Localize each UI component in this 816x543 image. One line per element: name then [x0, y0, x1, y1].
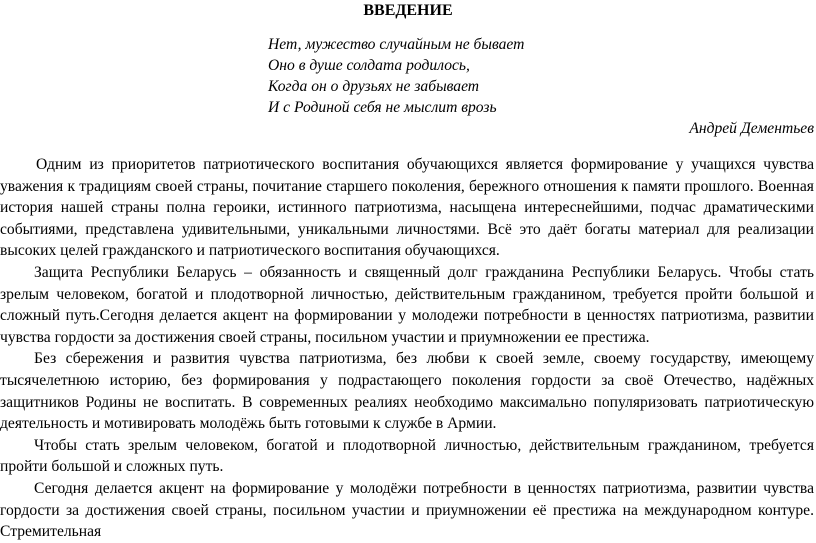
document-title: ВВЕДЕНИЕ — [363, 2, 453, 19]
paragraph-4: Чтобы стать зрелым человеком, богатой и плодотворной личностью, действительным гражданином, требуется пройти большой и сложных путь. — [0, 436, 814, 476]
paragraph-5: Сегодня делается акцент на формирование у молодёжи потребности в ценностях патриотизма, развитии чувства гордости за достижения своей страны, посильном участии и приумножении её престижа на международном контуре. Стремительная — [0, 479, 814, 541]
epigraph-line-2: Оно в душе солдата родилось, — [268, 57, 470, 74]
epigraph-line-1: Нет, мужество случайным не бывает — [268, 36, 525, 53]
paragraph-1: Одним из приоритетов патриотического воспитания обучающихся является формирование у учащихся чувства уважения к традициям своей страны, почитание старшего поколения, бережного отношения к памяти прошлого. Военная история нашей страны полна героики, истинного патриотизма, насыщена интереснейшими, подчас драматическими событиями, представлена удивительными, уникальными личностями. Всё это даёт богаты материал для реализации высоких целей гражданского и патриотического воспитания обучающихся. — [0, 156, 814, 260]
paragraph-2: Защита Республики Беларусь – обязанность и священный долг гражданина Республики Беларусь. Чтобы стать зрелым человеком, богатой и плодотворной личностью, действительным гражданином, требуется пройти большой и сложный путь.Сегодня делается акцент на формировании у молодежи потребности в ценностях патриотизма, развитии чувства гордости за достижения своей страны, посильном участии и приумножении ее престижа. — [0, 263, 814, 346]
epigraph-author: Андрей Дементьев — [689, 120, 814, 137]
paragraph-3: Без сбережения и развития чувства патриотизма, без любви к своей земле, своему государству, имеющему тысячелетнюю историю, без формирования у подрастающего поколения гордости за своё Отечество, надёжных защитников Родины не воспитать. В современных реалиях необходимо максимально популяризовать патриотическую деятельность и мотивировать молодёжь быть готовыми к службе в Армии. — [0, 350, 814, 433]
epigraph-line-4: И с Родиной себя не мыслит врозь — [268, 99, 497, 116]
epigraph — [268, 34, 524, 118]
epigraph-line-3: Когда он о друзьях не забывает — [268, 78, 480, 95]
document-body — [0, 154, 814, 543]
